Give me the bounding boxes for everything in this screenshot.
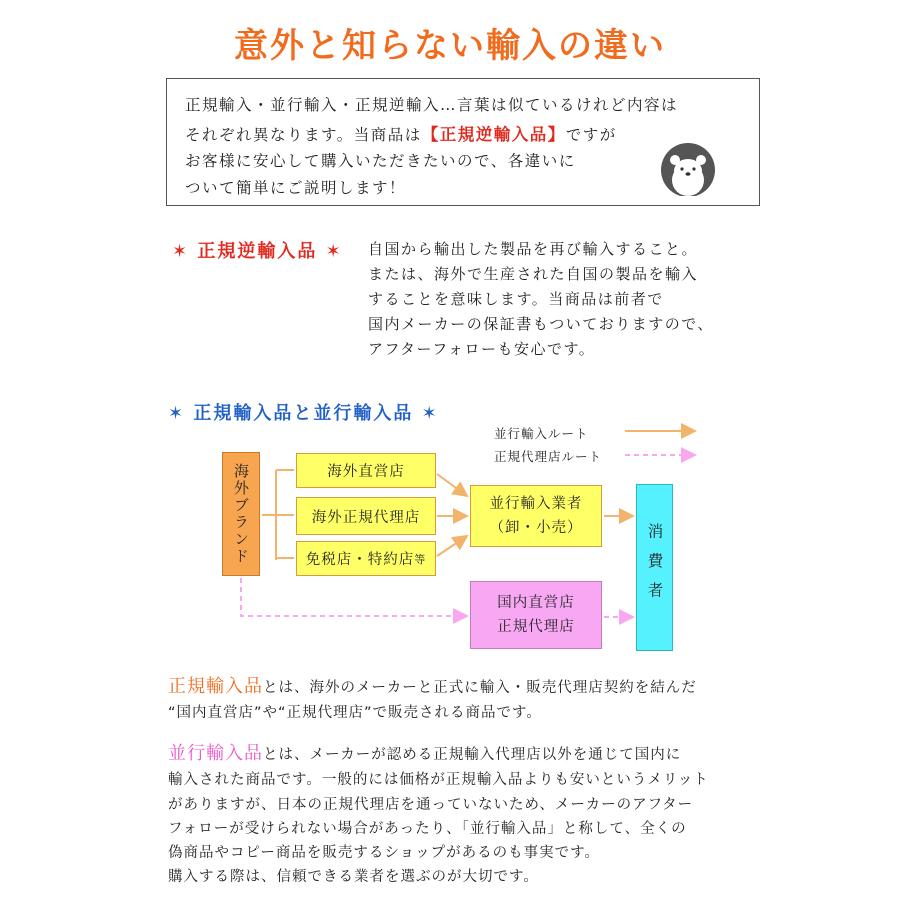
official-para-line-2: “国内直営店”や“正規代理店”で販売される商品です。	[168, 705, 542, 721]
parallel-term: 並行輸入品	[168, 743, 263, 764]
parallel-para-line-1-rest: とは、メーカーが認める正規輸入代理店以外を通じて国内に	[263, 747, 682, 763]
legend-official-label: 正規代理店ルート	[494, 449, 603, 464]
intro-line-4: ついて簡単にご説明します！	[185, 179, 407, 197]
brand-branch-lines	[276, 470, 294, 560]
parallel-para-line-5: 偽商品やコピー商品を販売するショップがあるのも事実です。	[168, 845, 600, 861]
intro-line-1: 正規輸入・並行輸入・正規逆輸入…言葉は似ているけれど内容は	[185, 96, 679, 114]
parallel-para-line-4: フォローが受けられない場合があったり、「並行輸入品」と称して、全くの	[168, 821, 687, 837]
intro-line-2-pre: それぞれ異なります。当商品は	[185, 126, 422, 144]
flow-heading: ✶ 正規輸入品と並行輸入品 ✶	[168, 403, 439, 424]
parallel-para-line-6: 購入する際は、信頼できる業者を選ぶのが大切です。	[168, 869, 539, 885]
overseas-brand-box: 海外ブランド	[222, 452, 260, 576]
parallel-para-line-1	[168, 739, 681, 765]
consumer-box: 消費者	[636, 484, 673, 651]
overseas-direct-store-box: 海外直営店	[296, 453, 436, 488]
domestic-line-1: 国内直営店	[497, 595, 575, 611]
reverse-import-line-4: 国内メーカーの保証書もついておりますので、	[368, 315, 714, 333]
overseas-agent-box: 海外正規代理店	[296, 497, 436, 535]
official-para-line-1	[168, 672, 697, 698]
dutyfree-label: 免税店・特約店	[305, 552, 415, 568]
parallel-para-line-2: 輸入された商品です。一般的には価格が正規輸入品よりも安いというメリット	[168, 772, 709, 788]
domestic-store-box	[470, 581, 602, 649]
parallel-importer-box	[470, 485, 602, 547]
importer-line-2: （卸・小売）	[489, 520, 583, 536]
importer-line-1: 並行輸入業者	[489, 496, 583, 512]
legend-parallel-label: 並行輸入ルート	[494, 426, 589, 441]
page-title: 意外と知らない輸入の違い	[234, 26, 666, 66]
intro-highlight: 【正規逆輸入品】	[421, 125, 566, 144]
dutyfree-suffix: 等	[414, 552, 427, 566]
intro-line-2-post: ですが	[565, 126, 617, 144]
intro-line-3: お客様に安心して購入いただきたいので、各違いに	[185, 152, 576, 170]
reverse-import-line-2: または、海外で生産された自国の製品を輸入	[368, 265, 699, 283]
dutyfree-store-box	[296, 541, 436, 576]
official-term: 正規輸入品	[168, 676, 263, 697]
domestic-line-2: 正規代理店	[497, 619, 575, 635]
reverse-import-line-5: アフターフォローも安心です。	[368, 340, 596, 358]
parallel-para-line-3: がありますが、日本の正規代理店を通っていないため、メーカーのアフター	[168, 797, 694, 813]
reverse-import-line-1: 自国から輸出した製品を再び輸入すること。	[368, 240, 699, 258]
reverse-import-line-3: することを意味します。当商品は前者で	[368, 290, 664, 308]
reverse-import-heading: ✶ 正規逆輸入品 ✶	[172, 241, 343, 262]
official-para-line-1-rest: とは、海外のメーカーと正式に輸入・販売代理店契約を結んだ	[263, 680, 697, 696]
